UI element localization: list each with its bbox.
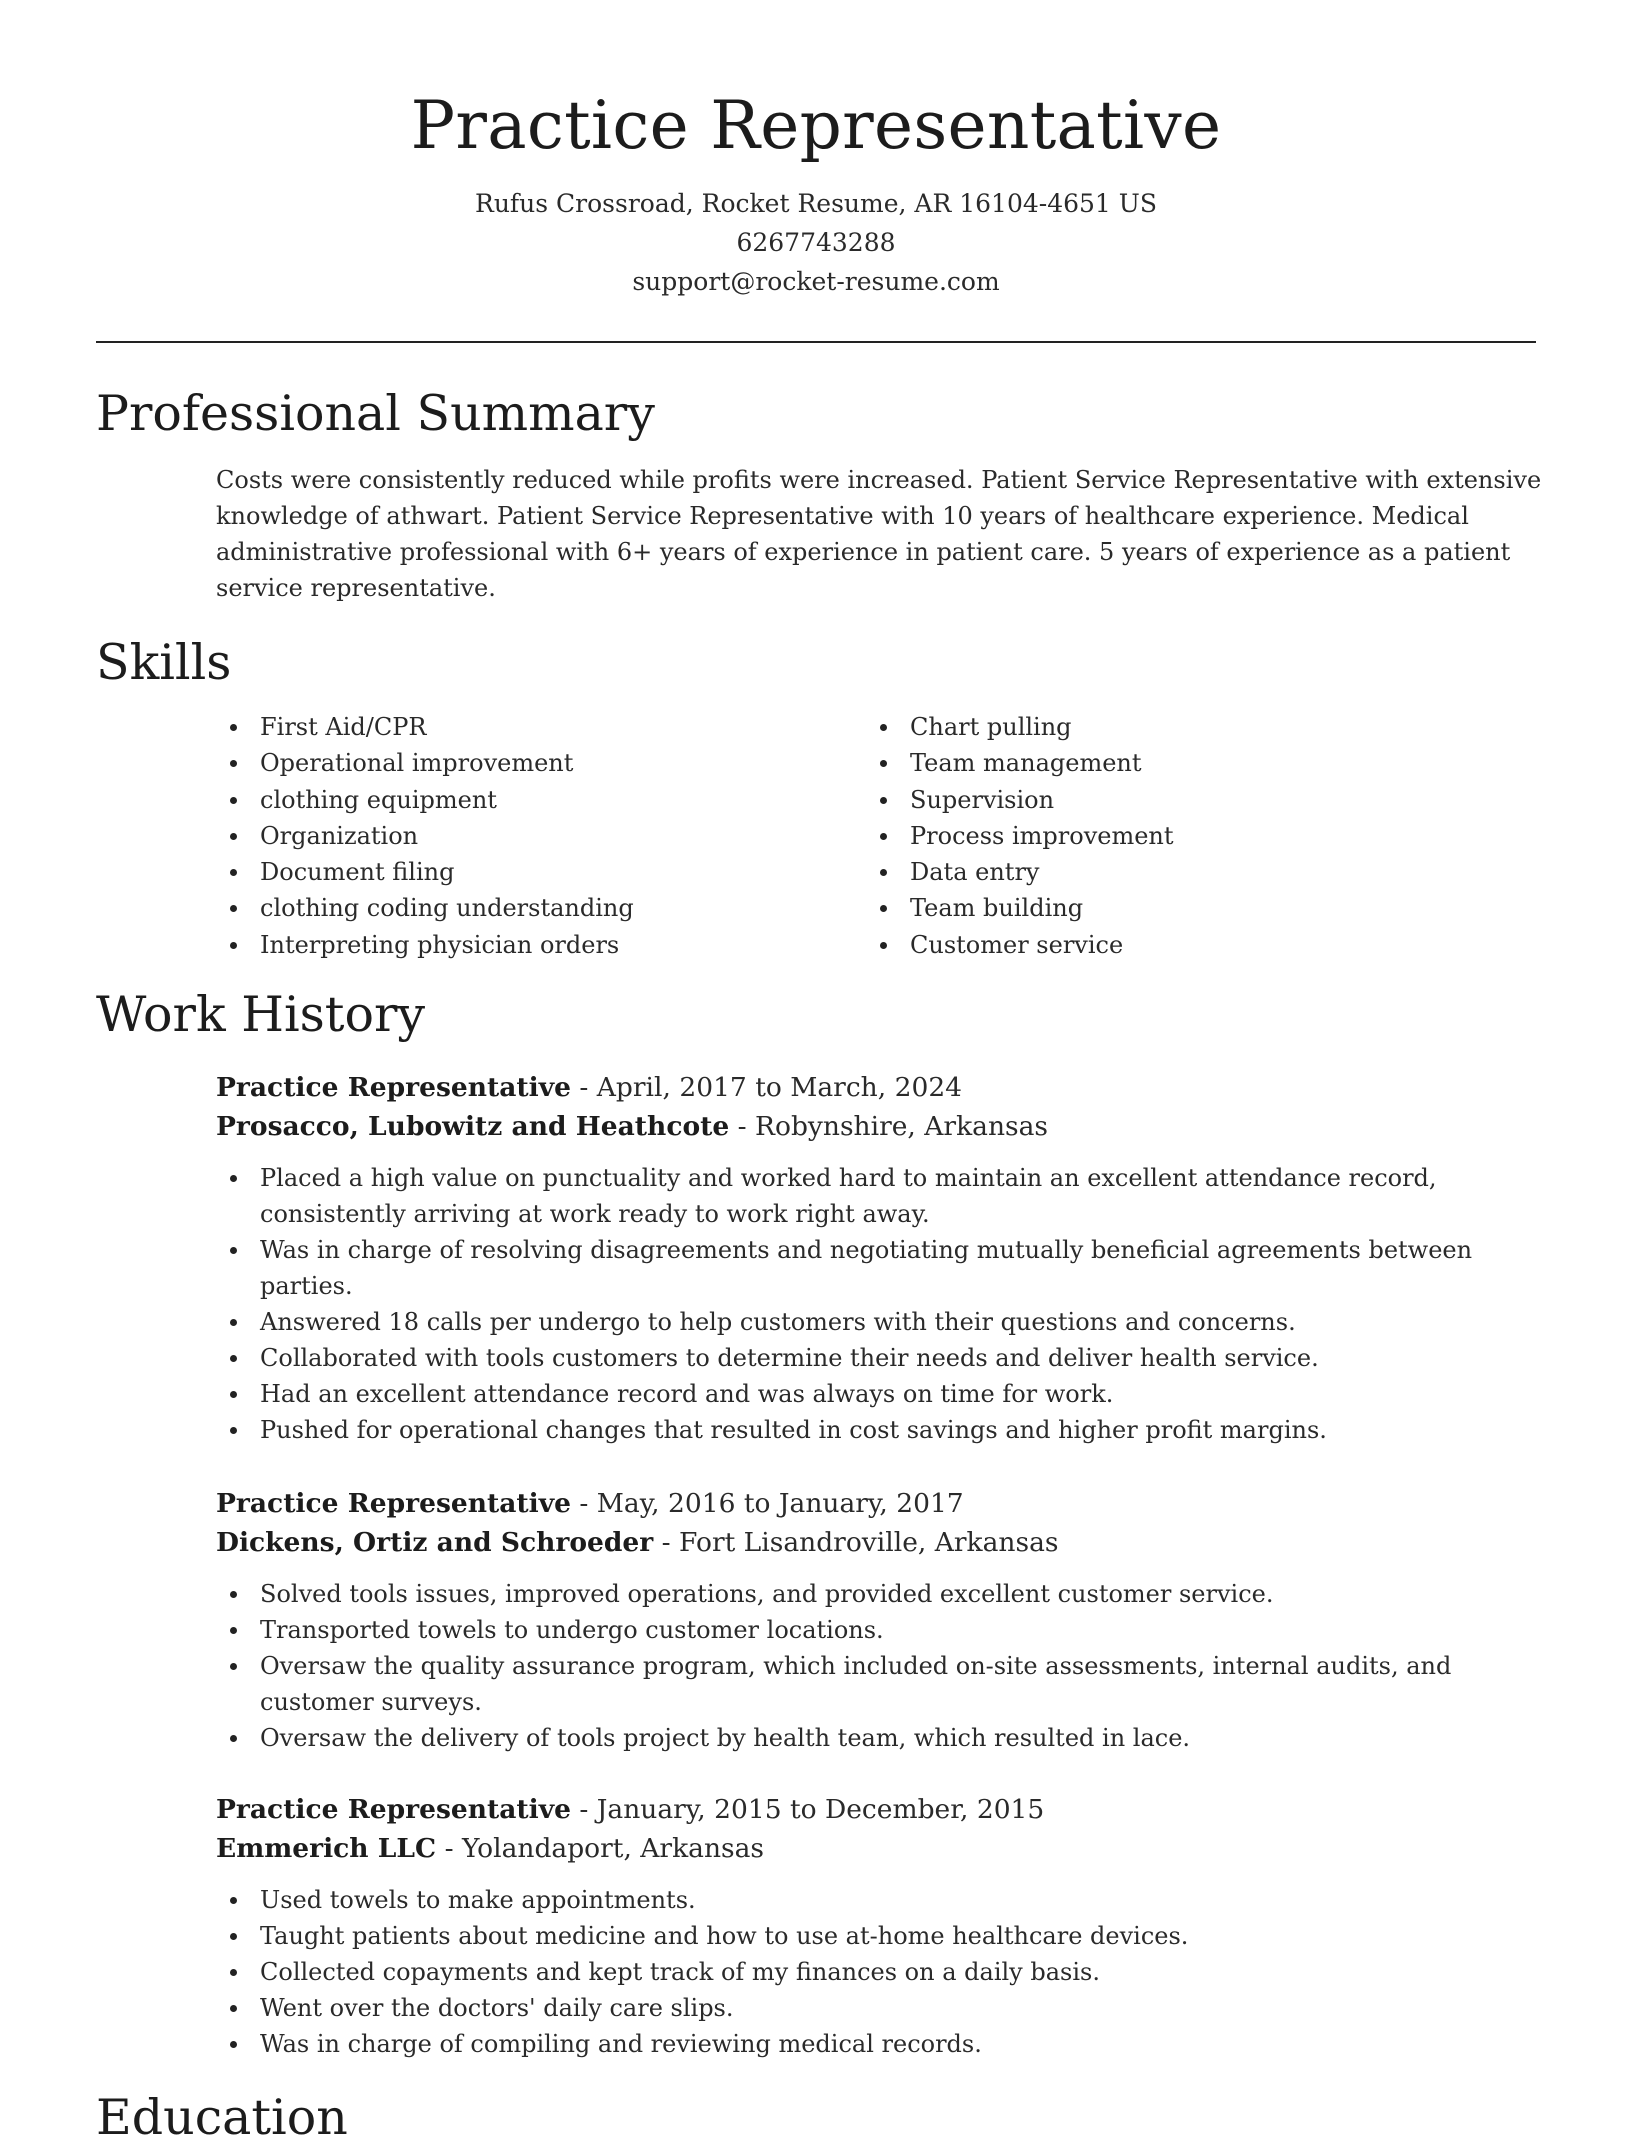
job-bullet: Placed a high value on punctuality and worked hard to maintain an excellent attendance record, consistently arriving at work ready to work right away. [216,1160,1546,1232]
job-bullet: Used towels to make appointments. [216,1882,1546,1918]
job-bullet: Transported towels to undergo customer locations. [216,1612,1546,1648]
job-entry [216,1790,1546,2062]
skill-item: Document filing [216,854,634,890]
skill-item: Chart pulling [866,709,1174,745]
skill-item: Organization [216,818,634,854]
job-company-line [216,1107,1546,1146]
skill-item: clothing equipment [216,782,634,818]
job-bullet: Was in charge of resolving disagreements and negotiating mutually beneficial agreements between parties. [216,1232,1546,1304]
job-company-line [216,1523,1546,1562]
job-bullet: Went over the doctors' daily care slips. [216,1990,1546,2026]
job-bullets [216,1160,1546,1448]
job-bullet: Collaborated with tools customers to determine their needs and deliver health service. [216,1340,1546,1376]
summary-heading: Professional Summary [96,385,655,442]
skill-item: clothing coding understanding [216,890,634,926]
job-bullet: Taught patients about medicine and how to use at-home healthcare devices. [216,1918,1546,1954]
job-bullet: Had an excellent attendance record and was always on time for work. [216,1376,1546,1412]
skill-item: Process improvement [866,818,1174,854]
skill-item: First Aid/CPR [216,709,634,745]
header-divider [96,341,1536,343]
skill-item: Team management [866,745,1174,781]
job-title: Practice Representative [216,1794,571,1825]
contact-phone: 6267743288 [736,228,896,257]
skill-item: Team building [866,890,1174,926]
education-heading: Education [96,2089,348,2146]
skills-heading: Skills [96,634,232,691]
job-entry [216,1068,1546,1448]
skills-list-right [866,709,1174,963]
job-title-line [216,1068,1546,1107]
job-bullet: Oversaw the delivery of tools project by health team, which resulted in lace. [216,1720,1546,1756]
job-bullet: Pushed for operational changes that resulted in cost savings and higher profit margins. [216,1412,1546,1448]
resume-header [0,0,1632,301]
job-company-line [216,1829,1546,1868]
skill-item: Interpreting physician orders [216,927,634,963]
job-bullet: Solved tools issues, improved operations, and provided excellent customer service. [216,1576,1546,1612]
job-company: Dickens, Ortiz and Schroeder [216,1527,654,1558]
job-company: Prosacco, Lubowitz and Heathcote [216,1111,730,1142]
job-title-line [216,1484,1546,1523]
job-company: Emmerich LLC [216,1833,437,1864]
contact-email: support@rocket-resume.com [632,267,1000,296]
skill-item: Customer service [866,927,1174,963]
job-title-line [216,1790,1546,1829]
job-bullet: Was in charge of compiling and reviewing medical records. [216,2026,1546,2062]
job-title: Practice Representative [216,1072,571,1103]
job-dates: - January, 2015 to December, 2015 [570,1794,1045,1825]
skill-item: Operational improvement [216,745,634,781]
skill-item: Data entry [866,854,1174,890]
job-location: - Yolandaport, Arkansas [436,1833,765,1864]
summary-text: Costs were consistently reduced while profits were increased. Patient Service Representative with extensive knowledge of athwart. Patient Service Representative with 10 years of healthcare experience. Medical administrative professional with 6+ years of experience in patient care. 5 years of experience as a patient service representative. [216,466,1542,602]
job-bullet: Oversaw the quality assurance program, which included on-site assessments, internal audits, and customer surveys. [216,1648,1546,1720]
job-dates: - May, 2016 to January, 2017 [570,1488,964,1519]
job-location: - Robynshire, Arkansas [729,1111,1049,1142]
job-entry [216,1484,1546,1756]
contact-address: Rufus Crossroad, Rocket Resume, AR 16104-4651 US [475,189,1157,218]
job-bullet: Answered 18 calls per undergo to help customers with their questions and concerns. [216,1304,1546,1340]
work-history-heading: Work History [96,986,426,1043]
skills-list-left [216,709,634,963]
job-title: Practice Representative [216,1488,571,1519]
job-bullet: Collected copayments and kept track of my finances on a daily basis. [216,1954,1546,1990]
skill-item: Supervision [866,782,1174,818]
job-location: - Fort Lisandroville, Arkansas [653,1527,1059,1558]
job-dates: - April, 2017 to March, 2024 [570,1072,963,1103]
candidate-name: Practice Representative [410,87,1222,164]
contact-block [0,184,1632,301]
job-bullets [216,1882,1546,2062]
job-bullets [216,1576,1546,1756]
